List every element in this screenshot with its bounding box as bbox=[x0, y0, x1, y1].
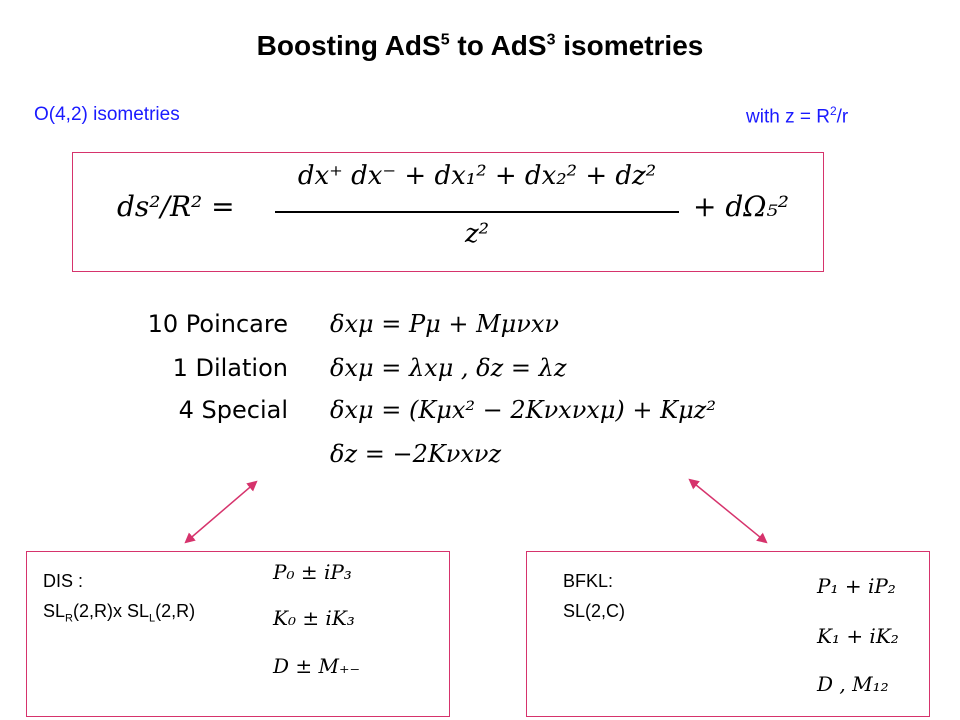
iso-label-poincare: 10 Poincare bbox=[147, 310, 288, 338]
right-note-text: with z = R bbox=[746, 106, 830, 128]
bfkl-generator-3: D , M₁₂ bbox=[817, 672, 889, 696]
iso-eq-poincare: δxμ = Pμ + Mμνxν bbox=[330, 310, 559, 338]
dis-name: DIS : bbox=[43, 571, 84, 591]
iso-eq-dilation: δxμ = λxμ , δz = λz bbox=[330, 354, 567, 382]
dis-group-bsub: L bbox=[149, 612, 156, 625]
metric-numerator: dx⁺ dx⁻ + dx₁² + dx₂² + dz² bbox=[297, 161, 657, 191]
metric-lhs: ds²/R² = bbox=[117, 190, 235, 223]
right-note-tail: /r bbox=[836, 106, 849, 128]
title-mid: to AdS bbox=[449, 30, 547, 61]
bfkl-box bbox=[526, 551, 930, 717]
bfkl-name: BFKL: bbox=[563, 571, 614, 591]
dis-generator-1: P₀ ± iP₃ bbox=[273, 560, 352, 584]
iso-eq-special: δxμ = (Kμx² − 2Kνxνxμ) + Kμz² bbox=[330, 396, 716, 424]
left-note: O(4,2) isometries bbox=[34, 104, 180, 125]
title-sup2: 3 bbox=[546, 31, 556, 49]
arrow-right bbox=[690, 480, 766, 542]
bfkl-generator-1: P₁ + iP₂ bbox=[817, 574, 896, 598]
dis-group-a: SL bbox=[43, 601, 66, 621]
dis-group-c: (2,R) bbox=[155, 601, 196, 621]
title-sup1: 5 bbox=[440, 31, 450, 49]
dis-group bbox=[43, 596, 195, 634]
dis-generator-2: K₀ ± iK₃ bbox=[273, 606, 355, 630]
bfkl-generator-2: K₁ + iK₂ bbox=[817, 624, 899, 648]
arrow-left bbox=[186, 482, 256, 542]
iso-label-special: 4 Special bbox=[178, 396, 288, 424]
metric-tail: + dΩ₅² bbox=[693, 190, 789, 223]
dis-generator-3: D ± M₊₋ bbox=[273, 654, 361, 678]
title-suffix: isometries bbox=[555, 30, 704, 61]
bfkl-group: SL(2,C) bbox=[563, 601, 626, 621]
metric-denominator: z² bbox=[464, 219, 490, 249]
iso-eq-special-z: δz = −2Kνxνz bbox=[330, 440, 502, 468]
dis-group-b: (2,R)x SL bbox=[72, 601, 150, 621]
title-prefix: Boosting AdS bbox=[256, 30, 441, 61]
iso-label-dilation: 1 Dilation bbox=[172, 354, 288, 382]
right-note-sup: 2 bbox=[829, 104, 837, 118]
dis-box bbox=[26, 551, 450, 717]
dis-group-asub: R bbox=[65, 612, 73, 625]
